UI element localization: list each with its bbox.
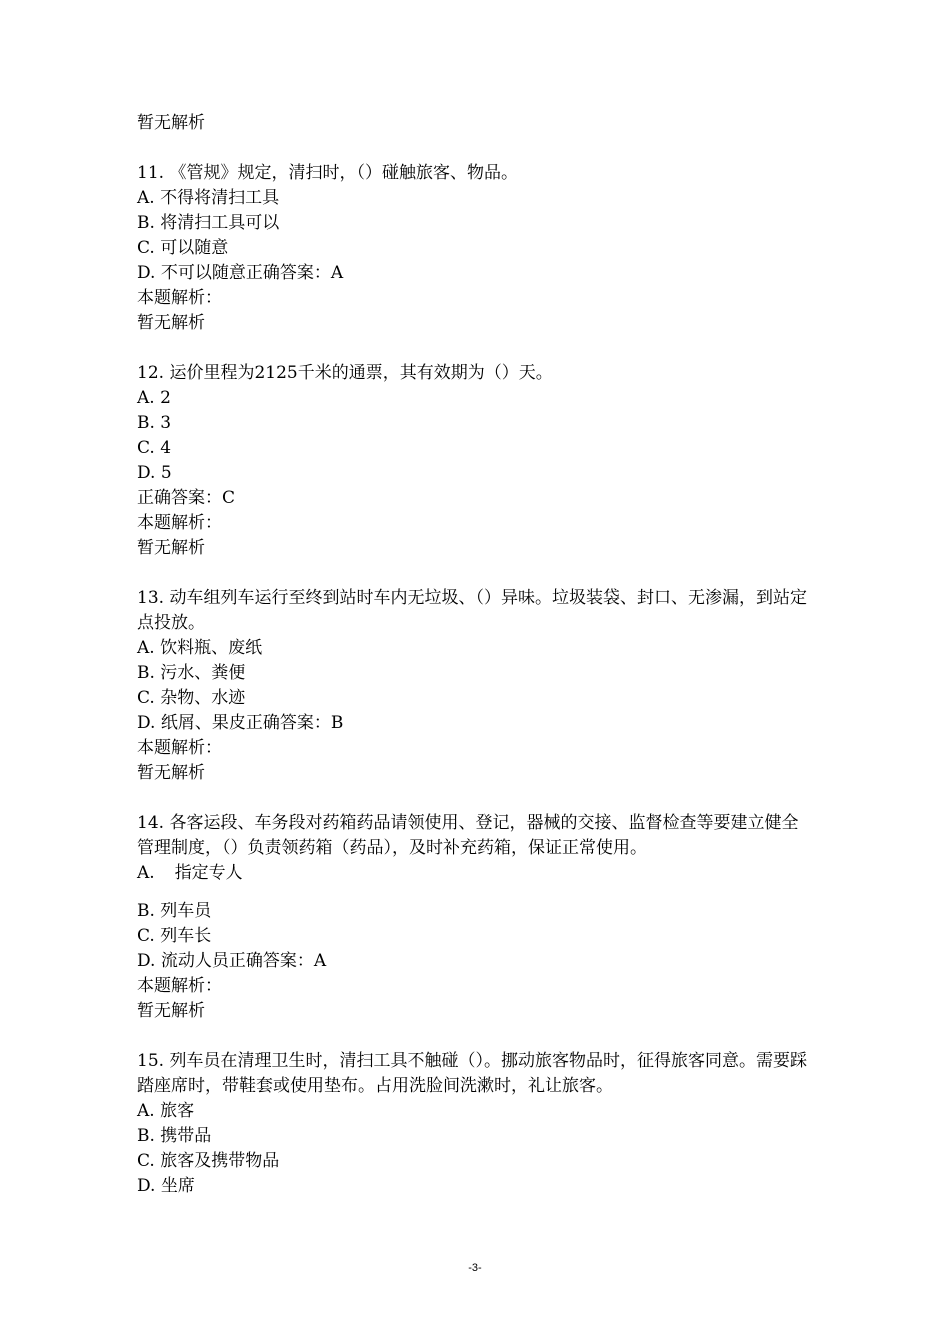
option-c: C. 杂物、水迹 — [137, 688, 246, 708]
option-c: C. 4 — [137, 438, 172, 458]
option-a-prefix: A. — [137, 863, 155, 883]
option-b: B. 携带品 — [137, 1126, 212, 1146]
option-a: A. 2 — [137, 388, 171, 408]
question-stem: 12. 运价里程为2125千米的通票，其有效期为（）天。 — [137, 363, 553, 383]
option-c: C. 旅客及携带物品 — [137, 1151, 280, 1171]
option-b: B. 列车员 — [137, 901, 212, 921]
analysis-text: 暂无解析 — [137, 763, 205, 783]
option-d: D. 纸屑、果皮正确答案：B — [137, 713, 344, 733]
option-d: D. 坐席 — [137, 1176, 195, 1196]
option-a: A. 饮料瓶、废纸 — [137, 638, 263, 658]
option-b: B. 将清扫工具可以 — [137, 213, 280, 233]
analysis-label: 本题解析： — [137, 513, 222, 533]
question-12 — [137, 361, 813, 561]
page-number: -3- — [468, 1262, 482, 1274]
question-14 — [137, 811, 813, 1024]
analysis-label: 本题解析： — [137, 976, 222, 996]
option-b: B. 污水、粪便 — [137, 663, 246, 683]
option-a — [137, 861, 813, 886]
analysis-text: 暂无解析 — [137, 313, 205, 333]
question-stem: 13. 动车组列车运行至终到站时车内无垃圾、（）异味。垃圾装袋、封口、无渗漏，到站定点投放。 — [137, 588, 807, 633]
option-a-text: 指定专人 — [174, 863, 243, 883]
option-b: B. 3 — [137, 413, 172, 433]
analysis-text: 暂无解析 — [137, 1001, 205, 1021]
option-a: A. 不得将清扫工具 — [137, 188, 280, 208]
option-d: D. 不可以随意正确答案：A — [137, 263, 344, 283]
analysis-text: 暂无解析 — [137, 538, 205, 558]
document-body — [137, 111, 813, 1199]
option-c: C. 列车长 — [137, 926, 212, 946]
question-11 — [137, 161, 813, 336]
analysis-text: 暂无解析 — [137, 113, 205, 133]
analysis-label: 本题解析： — [137, 288, 222, 308]
analysis-label: 本题解析： — [137, 738, 222, 758]
option-c: C. 可以随意 — [137, 238, 229, 258]
question-stem: 14. 各客运段、车务段对药箱药品请领使用、登记，器械的交接、监督检查等要建立健全管理制度，（）负责领药箱（药品），及时补充药箱，保证正常使用。 — [137, 813, 799, 858]
option-d: D. 5 — [137, 463, 172, 483]
question-13 — [137, 586, 813, 786]
correct-answer: 正确答案：C — [137, 488, 236, 508]
question-15 — [137, 1049, 813, 1199]
question-stem: 15. 列车员在清理卫生时，清扫工具不触碰（）。挪动旅客物品时，征得旅客同意。需要踩踏座席时，带鞋套或使用垫布。占用洗脸间洗漱时，礼让旅客。 — [137, 1051, 807, 1096]
question-stem: 11. 《管规》规定，清扫时，（）碰触旅客、物品。 — [137, 163, 518, 183]
option-a: A. 旅客 — [137, 1101, 195, 1121]
option-d: D. 流动人员正确答案：A — [137, 951, 327, 971]
